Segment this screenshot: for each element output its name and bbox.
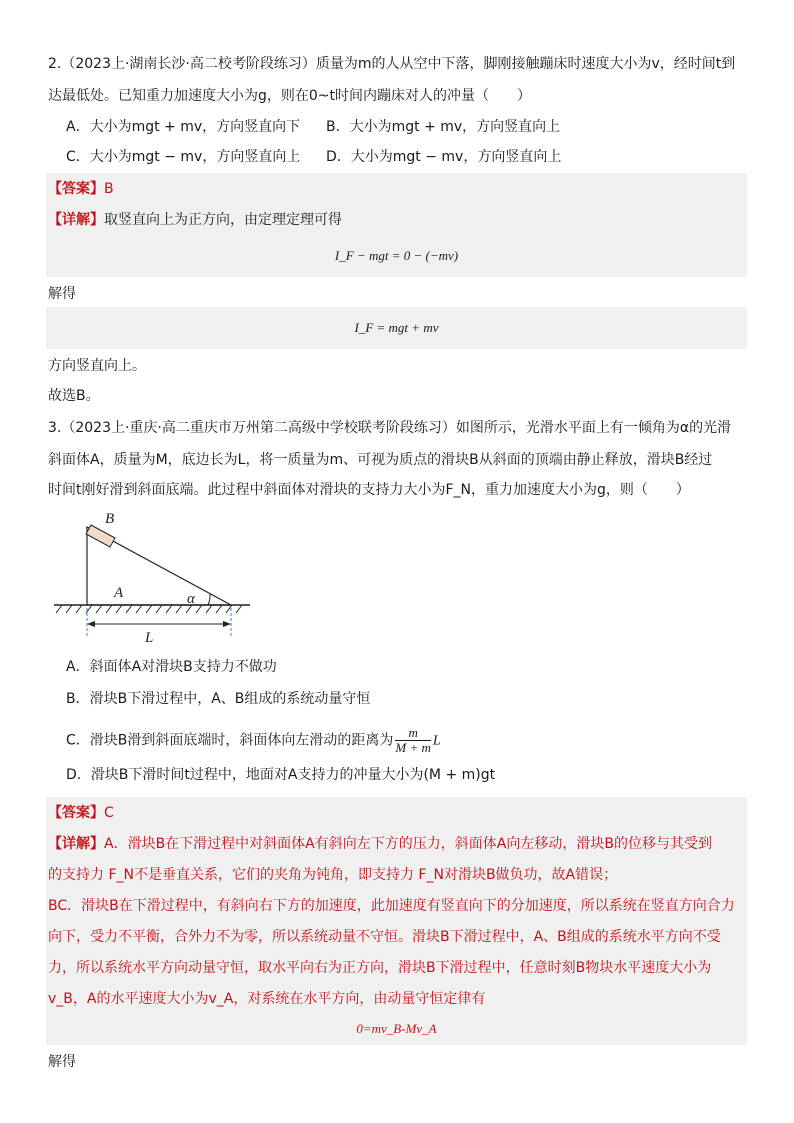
q2-answer-value: B bbox=[104, 181, 114, 197]
q3-stem-line3: 时间t刚好滑到斜面底端。此过程中斜面体对滑块的支持力大小为F_N，重力加速度大小为g，则（ ） bbox=[48, 482, 690, 498]
fraction-numerator: m bbox=[395, 726, 431, 741]
q3-answer-value: C bbox=[104, 805, 114, 821]
q3-detail-line1 bbox=[48, 834, 712, 854]
q3-detail-line5: 力，所以系统水平方向动量守恒，取水平向右为正方向，滑块B下滑过程中，任意时刻B物块水平速度大小为 bbox=[48, 960, 712, 976]
q2-detail-text: 取竖直向上为正方向，由定理定理可得 bbox=[104, 212, 342, 228]
q3-detail-tag: 【详解】 bbox=[48, 836, 104, 852]
q3-equation: 0=mv_B-Mv_A bbox=[356, 1021, 437, 1036]
q2-option-d: D．大小为mgt − mv，方向竖直向上 bbox=[326, 149, 562, 165]
q3-stem-line1: 3.（2023上·重庆·高二重庆市万州第二高级中学校联考阶段练习）如图所示，光滑水平面上有一倾角为α的光滑 bbox=[48, 420, 732, 436]
q2-answer bbox=[48, 179, 114, 199]
angle-arc bbox=[208, 594, 210, 605]
ground-hatching bbox=[56, 605, 242, 613]
q2-equation-1: I_F − mgt = 0 − (−mv) bbox=[334, 248, 459, 263]
q3-detail-line6: v_B，A的水平速度大小为v_A，对系统在水平方向，由动量守恒定律有 bbox=[48, 991, 486, 1007]
q2-detail-tag: 【详解】 bbox=[48, 212, 104, 228]
dim-arrow-left bbox=[87, 621, 95, 627]
q2-option-a: A．大小为mgt + mv，方向竖直向下 bbox=[66, 119, 301, 135]
q3-solve-label: 解得 bbox=[48, 1054, 76, 1070]
q3-option-c-tail: L bbox=[432, 733, 441, 749]
q2-stem-line2: 达最低处。已知重力加速度大小为g，则在0~t时间内蹦床对人的冲量（ ） bbox=[48, 88, 532, 104]
q3-option-a: A．斜面体A对滑块B支持力不做功 bbox=[66, 659, 277, 675]
q3-option-d: D．滑块B下滑时间t过程中，地面对A支持力的冲量大小为(M + m)gt bbox=[66, 767, 496, 783]
q3-detail-line2: 的支持力 F_N不是垂直关系，它们的夹角为钝角，即支持力 F_N对滑块B做负功，故A错误； bbox=[48, 867, 618, 883]
fraction-denominator: M + m bbox=[395, 740, 431, 755]
q3-detail-line4: 向下，受力不平衡，合外力不为零，所以系统动量不守恒。滑块B下滑过程中，A、B组成的系统水平方向不受 bbox=[48, 929, 721, 945]
q2-choose: 故选B。 bbox=[48, 388, 100, 404]
label-a: A bbox=[114, 585, 124, 601]
q3-option-c-text: C．滑块B滑到斜面底端时，斜面体向左滑动的距离为 bbox=[66, 732, 394, 749]
label-l: L bbox=[145, 630, 154, 645]
q2-option-c: C．大小为mgt − mv，方向竖直向上 bbox=[66, 149, 301, 165]
q3-detail-text-1: A．滑块B在下滑过程中对斜面体A有斜向左下方的压力，斜面体A向左移动，滑块B的位移与其受到 bbox=[104, 836, 712, 852]
label-b: B bbox=[105, 511, 115, 527]
q3-stem-line2: 斜面体A，质量为M，底边长为L，将一质量为m、可视为质点的滑块B从斜面的顶端由静止释放，滑块B经过 bbox=[48, 452, 713, 468]
incline-figure bbox=[40, 505, 260, 645]
q2-solve-label: 解得 bbox=[48, 286, 76, 302]
q2-option-b: B．大小为mgt + mv，方向竖直向上 bbox=[326, 119, 561, 135]
q3-option-b: B．滑块B下滑过程中，A、B组成的系统动量守恒 bbox=[66, 691, 371, 707]
q3-option-c bbox=[66, 726, 441, 755]
q2-conclusion: 方向竖直向上。 bbox=[48, 358, 146, 374]
dim-arrow-right bbox=[223, 621, 231, 627]
q2-stem-line1: 2.（2023上·湖南长沙·高二校考阶段练习）质量为m的人从空中下落，脚刚接触蹦床时速度大小为v，经时间t到 bbox=[48, 56, 736, 72]
label-alpha: α bbox=[187, 591, 195, 607]
q3-option-c-fraction bbox=[395, 726, 431, 755]
q2-answer-tag: 【答案】 bbox=[48, 181, 104, 197]
q3-answer bbox=[48, 803, 114, 823]
q3-answer-tag: 【答案】 bbox=[48, 805, 104, 821]
q2-equation-2: I_F = mgt + mv bbox=[354, 320, 439, 335]
q3-detail-line3: BC．滑块B在下滑过程中，有斜向右下方的加速度，此加速度有竖直向下的分加速度，所以系统在竖直方向合力 bbox=[48, 898, 735, 914]
block-b bbox=[86, 525, 115, 547]
q2-detail bbox=[48, 210, 342, 230]
